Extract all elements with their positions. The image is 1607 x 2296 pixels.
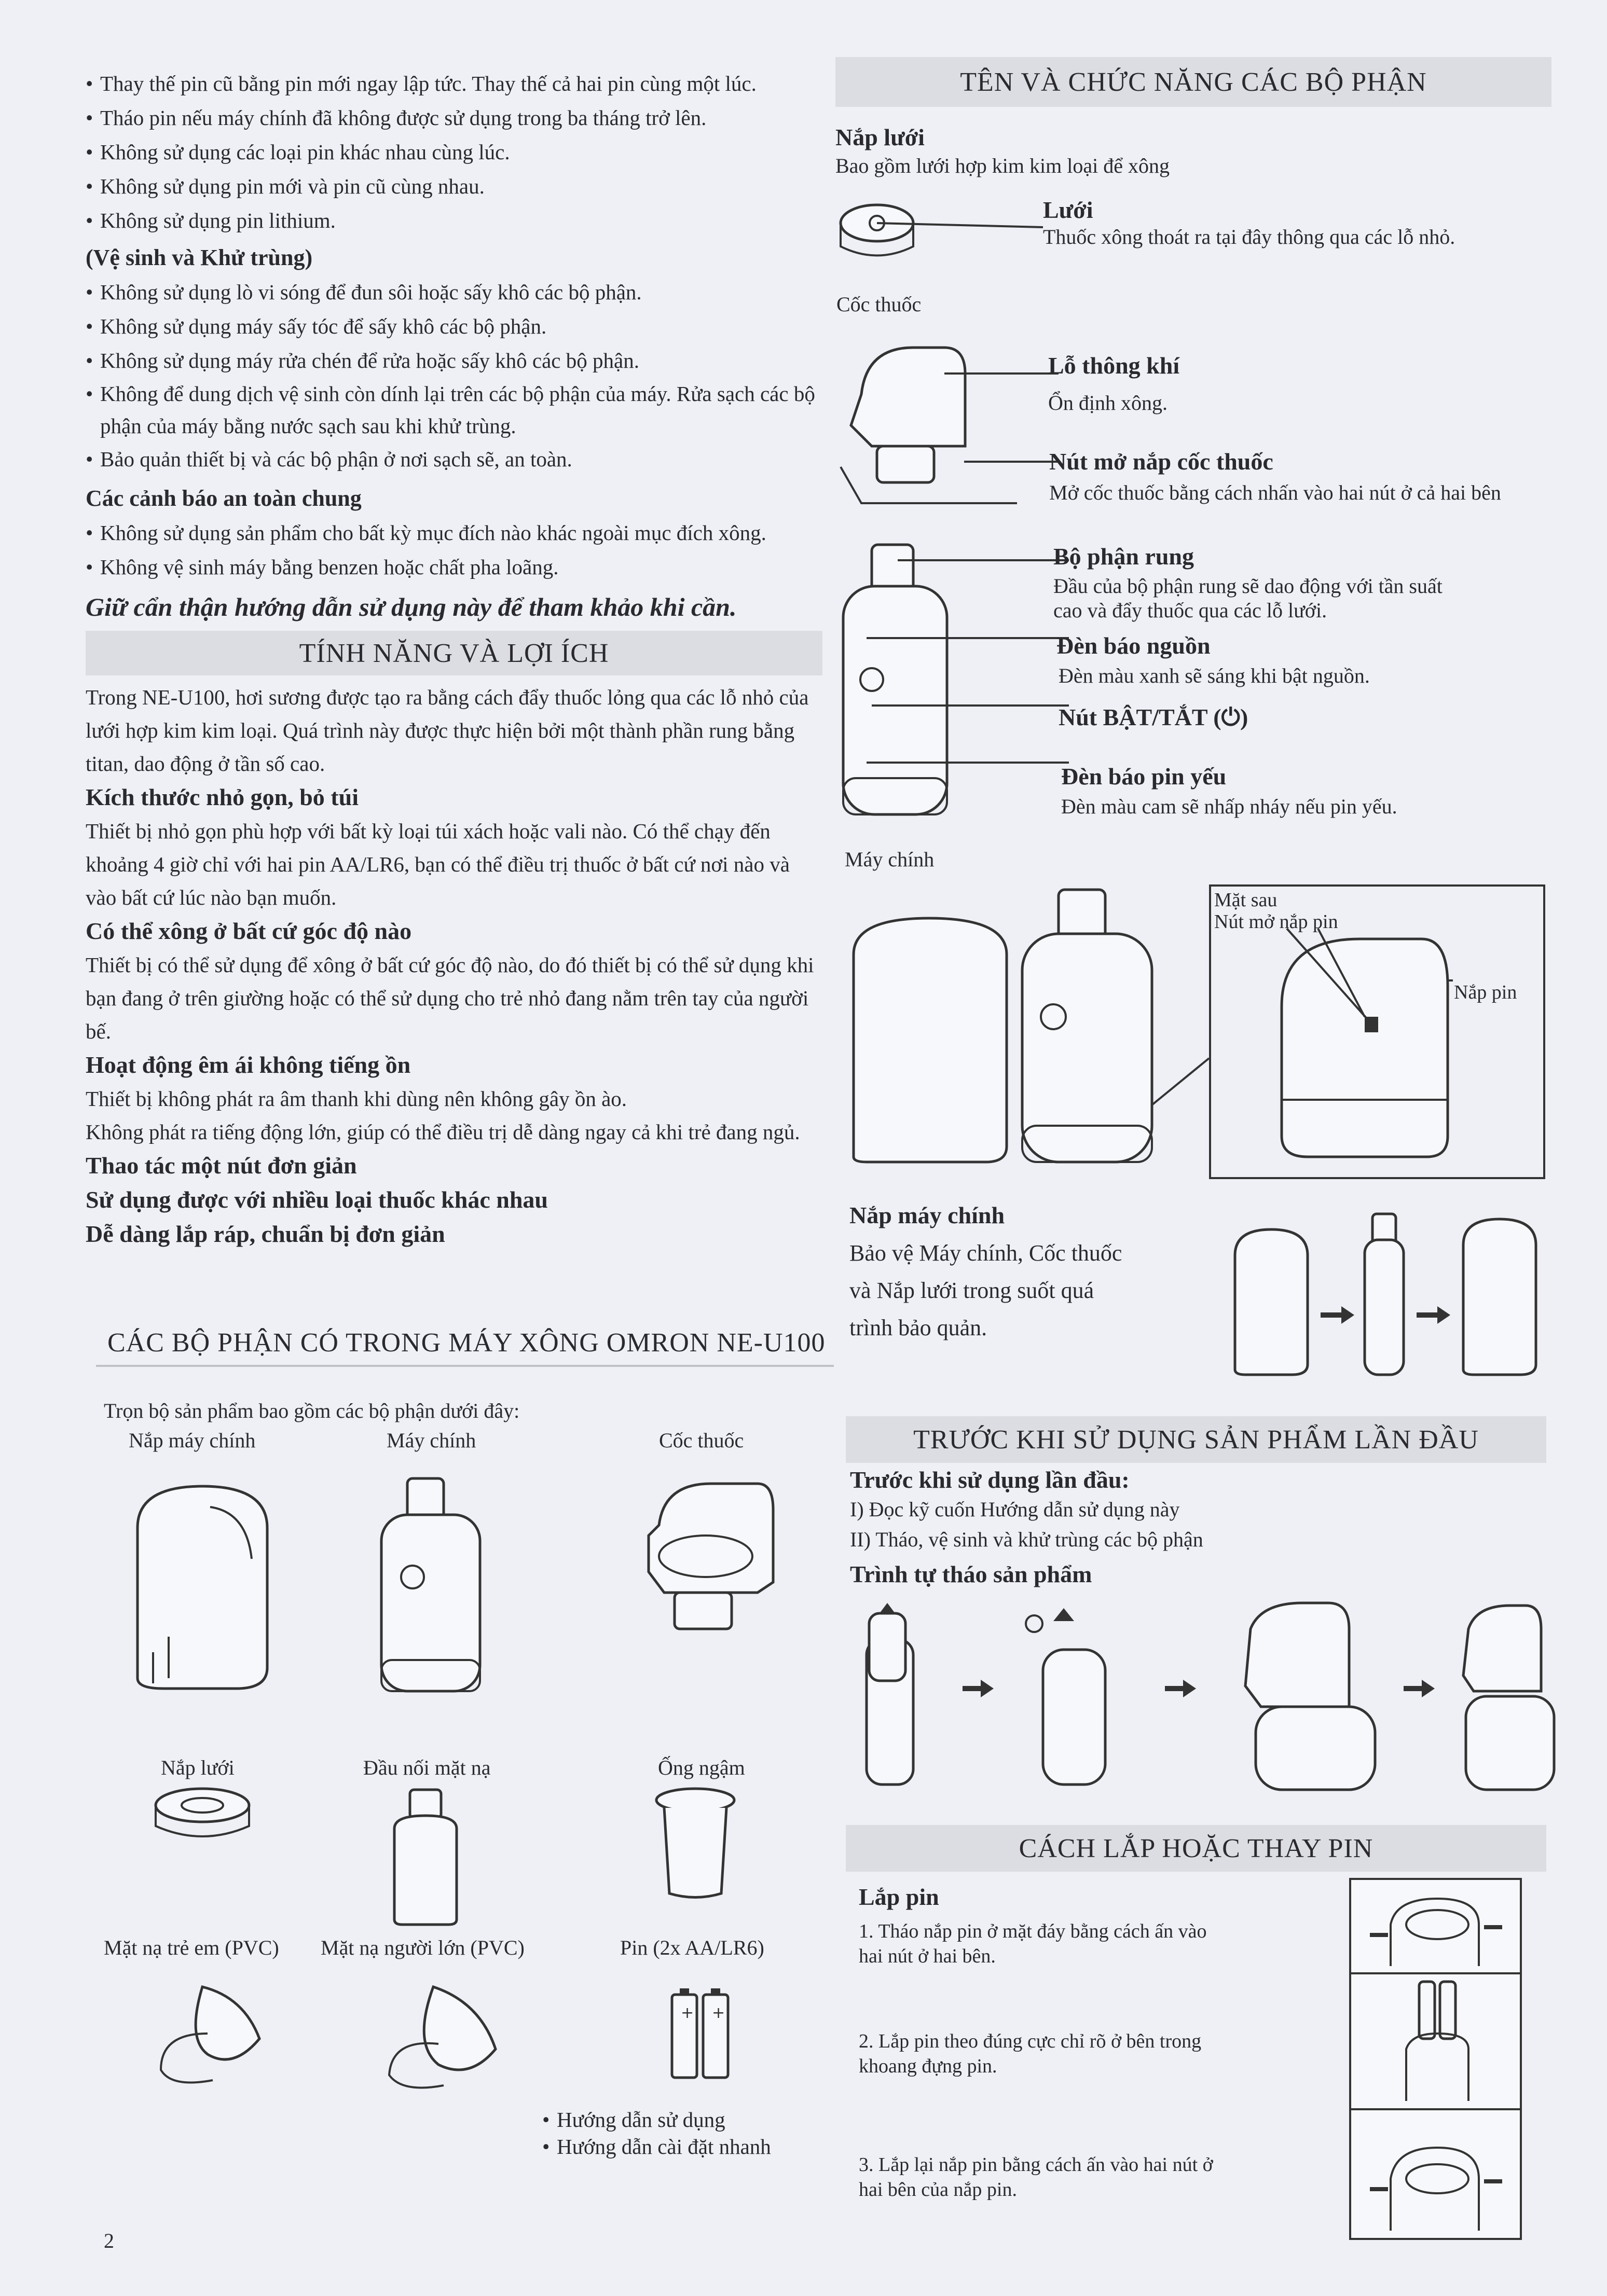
part-label: Nắp lưới <box>161 1756 235 1779</box>
left-column <box>86 66 822 1251</box>
vent-desc: Ổn định xông. <box>1048 391 1168 414</box>
mesh-heading: Lưới <box>1043 197 1093 223</box>
install-step: 2. Lắp pin theo đúng cực chỉ rõ ở bên trong <box>859 2030 1202 2052</box>
medication-cup-illustration <box>643 1478 778 1634</box>
part-label: Ống ngậm <box>658 1756 745 1779</box>
documents-list <box>542 2106 822 2160</box>
cleaning-list <box>86 275 822 476</box>
list-item: • Không sử dụng pin mới và pin cũ cùng nhau. <box>86 169 822 203</box>
features-title <box>86 631 822 675</box>
cup-heading: Cốc thuốc <box>836 293 922 316</box>
child-mask-illustration <box>156 1976 270 2091</box>
list-item: • Không sử dụng máy sấy tóc để sấy khô các bộ phận. <box>86 309 822 343</box>
part-label: Đầu nối mặt nạ <box>363 1756 491 1779</box>
mesh-cap-detail-illustration <box>835 197 1043 270</box>
list-item: • Không sử dụng máy rửa chén để rửa hoặc sấy khô các bộ phận. <box>86 343 822 378</box>
main-cover-desc: và Nắp lưới trong suốt quá <box>849 1278 1094 1303</box>
feature-title: Dễ dàng lắp ráp, chuẩn bị đơn giản <box>86 1221 445 1247</box>
install-step: 1. Tháo nắp pin ở mặt đáy bằng cách ấn vào <box>859 1920 1207 1942</box>
battery-title <box>846 1825 1546 1872</box>
mesh-cap-desc: Bao gồm lưới hợp kim kim loại để xông <box>835 154 1170 177</box>
battery-title-text: CÁCH LẮP HOẶC THAY PIN <box>1019 1833 1373 1863</box>
svg-text:+: + <box>681 2004 694 2022</box>
feature-title: Có thể xông ở bất cứ góc độ nào <box>86 918 412 944</box>
power-led-heading: Đèn báo nguồn <box>1056 632 1211 659</box>
feature-title: Sử dụng được với nhiều loại thuốc khác nhau <box>86 1186 548 1213</box>
before-first-use-title-text: TRƯỚC KHI SỬ DỤNG SẢN PHẨM LẦN ĐẦU <box>913 1424 1479 1455</box>
before-step: I) Đọc kỹ cuốn Hướng dẫn sử dụng này <box>850 1498 1180 1521</box>
mesh-cap-illustration <box>150 1785 254 1847</box>
main-cover-desc: trình bảo quản. <box>849 1315 987 1340</box>
main-unit-with-cover-illustration <box>851 887 1204 1167</box>
parts-intro: Trọn bộ sản phẩm bao gồm các bộ phận dưới đây: <box>104 1399 520 1422</box>
list-item: • Hướng dẫn cài đặt nhanh <box>542 2133 822 2160</box>
feature-text: Thiết bị không phát ra âm thanh khi dùng nên không gây ồn ào. <box>86 1087 627 1111</box>
list-item: • Không sử dụng lò vi sóng để đun sôi hoặc sấy khô các bộ phận. <box>86 275 822 309</box>
disassembly-heading: Trình tự tháo sản phẩm <box>850 1561 1092 1587</box>
list-item: • Thay thế pin cũ bằng pin mới ngay lập tức. Thay thế cả hai pin cùng một lúc. <box>86 66 822 101</box>
part-label: Pin (2x AA/LR6) <box>620 1936 764 1959</box>
page-number: 2 <box>104 2229 114 2252</box>
cover-button-label: Nút mở nắp pin <box>1214 911 1338 933</box>
before-first-use-title <box>846 1416 1546 1463</box>
vent-heading: Lỗ thông khí <box>1048 352 1180 379</box>
cup-detail-illustration <box>841 332 1059 508</box>
battery-steps-illustration <box>1349 1878 1518 2236</box>
battery-cover-label: Nắp pin <box>1454 981 1517 1003</box>
mesh-desc: Thuốc xông thoát ra tại đây thông qua các lỗ nhỏ. <box>1043 225 1455 248</box>
adult-mask-illustration <box>381 1982 501 2096</box>
svg-text:+: + <box>712 2004 725 2022</box>
before-subheading: Trước khi sử dụng lần đầu: <box>850 1467 1130 1493</box>
main-unit-detail-illustration <box>841 534 1069 825</box>
battery-led-heading: Đèn báo pin yếu <box>1061 763 1227 790</box>
main-unit-illustration <box>371 1473 485 1702</box>
list-item: • Không sử dụng pin lithium. <box>86 203 822 238</box>
install-heading: Lắp pin <box>859 1884 939 1910</box>
disassembly-sequence-illustration <box>846 1598 1562 1795</box>
batteries-illustration <box>669 1987 732 2080</box>
safety-list <box>86 516 822 584</box>
list-item: • Không sử dụng các loại pin khác nhau cùng lúc. <box>86 135 822 169</box>
battery-led-desc: Đèn màu cam sẽ nhấp nháy nếu pin yếu. <box>1061 795 1397 818</box>
feature-text: Thiết bị có thể sử dụng để xông ở bất cứ góc độ nào, do đó thiết bị có thể sử dụng khi bạn đang ở trên giường hoặc có thể sử dụng cho trẻ nhỏ đang nằm trên tay của người bế. <box>86 953 814 1043</box>
mouthpiece-illustration <box>651 1785 739 1904</box>
vibrator-heading: Bộ phận rung <box>1053 543 1194 570</box>
list-item: • Không để dung dịch vệ sinh còn dính lại trên các bộ phận của máy. Rửa sạch các bộ phận của máy bằng nước sạch sau khi khử trùng. <box>86 378 822 442</box>
feature-title: Kích thước nhỏ gọn, bỏ túi <box>86 784 359 810</box>
power-led-desc: Đèn màu xanh sẽ sáng khi bật nguồn. <box>1059 664 1370 687</box>
mask-adapter-illustration <box>384 1787 467 1927</box>
parts-title <box>96 1320 834 1367</box>
install-step: hai nút ở hai bên. <box>859 1945 996 1967</box>
list-item: • Không sử dụng sản phẩm cho bất kỳ mục đích nào khác ngoài mục đích xông. <box>86 516 822 550</box>
feature-title: Thao tác một nút đơn giản <box>86 1152 357 1179</box>
install-step: hai bên của nắp pin. <box>859 2179 1017 2201</box>
features-title-text: TÍNH NĂNG VÀ LỢI ÍCH <box>299 638 609 668</box>
names-title <box>835 57 1551 107</box>
install-step: khoang đựng pin. <box>859 2055 997 2077</box>
mesh-cap-heading: Nắp lưới <box>835 124 925 150</box>
parts-title-text: CÁC BỘ PHẬN CÓ TRONG MÁY XÔNG OMRON NE-U100 <box>107 1327 826 1358</box>
list-item: • Tháo pin nếu máy chính đã không được sử dụng trong ba tháng trở lên. <box>86 101 822 135</box>
part-label: Nắp máy chính <box>129 1429 256 1452</box>
cup-button-heading: Nút mở nắp cốc thuốc <box>1049 448 1273 475</box>
feature-title: Hoạt động êm ái không tiếng ồn <box>86 1052 411 1078</box>
list-item: • Bảo quản thiết bị và các bộ phận ở nơi sạch sẽ, an toàn. <box>86 442 822 476</box>
part-label: Mặt nạ người lớn (PVC) <box>321 1936 525 1959</box>
feature-text: Thiết bị nhỏ gọn phù hợp với bất kỳ loại túi xách hoặc vali nào. Có thể chạy đến khoảng 4 giờ chỉ với hai pin AA/LR6, bạn có thể điều trị thuốc ở bất cứ nơi nào và vào bất cứ lúc nào bạn muốn. <box>86 819 790 909</box>
back-side-illustration <box>1276 929 1484 1167</box>
list-item: • Không vệ sinh máy bằng benzen hoặc chất pha loãng. <box>86 550 822 584</box>
cup-button-desc: Mở cốc thuốc bằng cách nhấn vào hai nút ở cả hai bên <box>1049 481 1501 504</box>
part-label: Máy chính <box>387 1429 476 1452</box>
list-item: • Hướng dẫn sử dụng <box>542 2106 822 2133</box>
onoff-button-heading: Nút BẬT/TẮT (⏻) <box>1059 704 1248 730</box>
install-step: 3. Lắp lại nắp pin bằng cách ấn vào hai nút ở <box>859 2154 1213 2176</box>
battery-warning-list <box>86 66 822 238</box>
vibrator-desc: cao và đẩy thuốc qua các lỗ lưới. <box>1053 599 1327 622</box>
feature-text: Không phát ra tiếng động lớn, giúp có thể điều trị dễ dàng ngay cả khi trẻ đang ngủ. <box>86 1120 800 1144</box>
cleaning-heading: (Vệ sinh và Khử trùng) <box>86 245 313 270</box>
keep-instructions-note: Giữ cẩn thận hướng dẫn sử dụng này để tham khảo khi cần. <box>86 592 737 621</box>
main-unit-heading: Máy chính <box>845 848 935 871</box>
back-side-label: Mặt sau <box>1214 889 1278 911</box>
main-cover-desc: Bảo vệ Máy chính, Cốc thuốc <box>849 1240 1122 1266</box>
main-cover-illustration <box>132 1481 272 1699</box>
main-cover-heading: Nắp máy chính <box>849 1202 1005 1228</box>
features-intro: Trong NE-U100, hơi sương được tạo ra bằng cách đẩy thuốc lỏng qua các lỗ nhỏ của lưới hợp kim kim loại. Quá trình này được thực hiện bởi một thành phần rung bằng titan, dao động ở tần số cao. <box>86 685 809 776</box>
names-title-text: TÊN VÀ CHỨC NĂNG CÁC BỘ PHẬN <box>960 67 1427 97</box>
safety-heading: Các cảnh báo an toàn chung <box>86 486 362 511</box>
before-step: II) Tháo, vệ sinh và khử trùng các bộ phận <box>850 1528 1203 1551</box>
cover-assembly-illustration <box>1230 1209 1551 1380</box>
vibrator-desc: Đầu của bộ phận rung sẽ dao động với tần suất <box>1053 574 1443 598</box>
part-label: Cốc thuốc <box>659 1429 744 1452</box>
part-label: Mặt nạ trẻ em (PVC) <box>104 1936 279 1959</box>
